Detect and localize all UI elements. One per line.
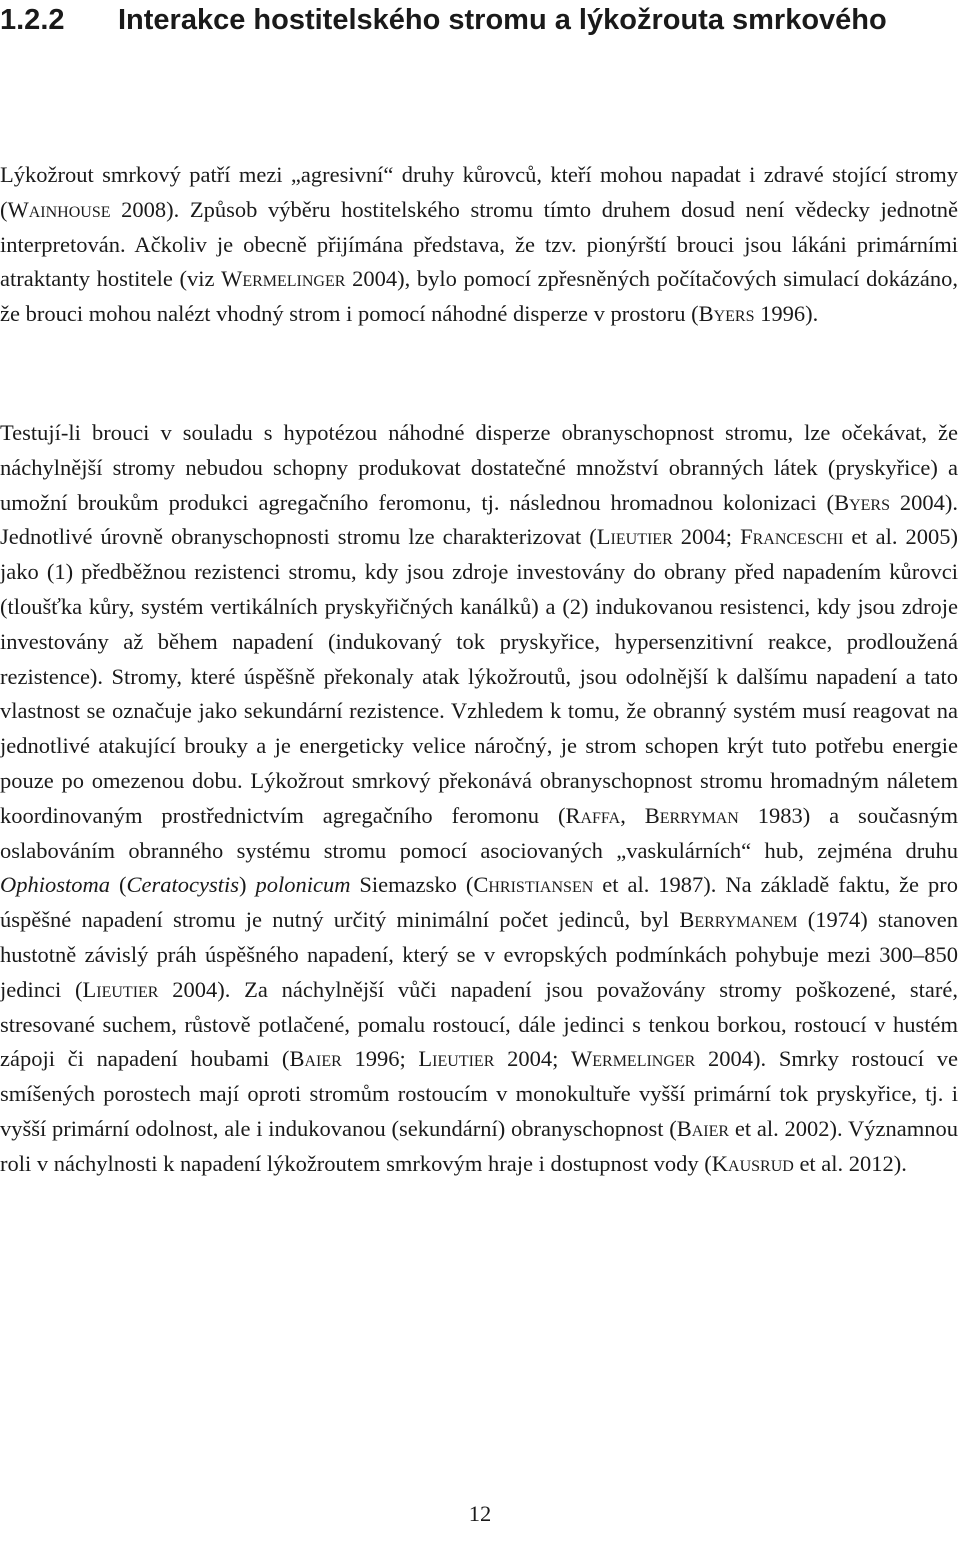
author-citation: Kausrud [711,1150,794,1176]
author-citation: Baier [676,1115,730,1141]
author-citation: Byers [698,301,755,327]
text-run: 1996; [341,1046,419,1072]
text-run: 2004; [672,524,741,550]
page-number: 12 [468,1501,492,1526]
section-number: 1.2.2 [0,4,65,36]
author-citation: Lieutier [418,1046,495,1072]
text-run: Siemazsko ( [350,872,474,898]
text-run: Testují-li brouci v souladu s hypotézou náhodné disperze obranyschopnost stromu, lze očekávat, že náchylnější stromy nebudou schopny produkovat dostatečné množství obranných látek (pryskyřice) a umožní broukům produkci agregačního feromonu, tj. následnou hromadnou kolonizaci ( [0,420,958,515]
author-citation: Wainhouse [7,196,111,222]
text-run: 2004). Smrky rostoucí ve smíšených porostech mají oproti stromům rostoucím v monokultuře vyšší primární tok pryskyřice, tj. i vyšší primární odolnost, ale i indukovanou (sekundární) obranyschopnost ( [0,1046,958,1141]
paragraph [0,158,958,332]
text-run: (1974) stanoven hustotně závislý práh úspěšného napadení, který se v evropských podmínkách pohybuje mezi 300–850 jedinci ( [0,907,958,1002]
text-run: et al. 2002). Významnou roli v náchylnosti k napadení lýkožroutem smrkovým hraje i dostupnost vody ( [0,1115,958,1176]
text-run: 2004; [494,1046,572,1072]
author-citation: Christiansen [473,872,594,898]
text-run: 2004), bylo pomocí zpřesněných počítačových simulací dokázáno, že brouci mohou nalézt vhodný strom i pomocí náhodné disperze v prostoru ( [0,266,958,327]
italic-term: polonicum [255,872,351,898]
author-citation: Byers [834,489,890,515]
author-citation: Berryman [644,802,739,828]
text-run: 2008). Způsob výběru hostitelského stromu tímto druhem dosud není vědecky jednotně interpretován. Ačkoliv je obecně přijímána představa, že tzv. pionýrští brouci jsou lákáni primárními atraktanty hostitele (viz [0,196,958,292]
italic-term: Ophiostoma [0,872,111,898]
author-citation: Wermelinger [221,266,346,292]
author-citation: Berrymanem [679,907,798,933]
text-run: ) [238,872,256,898]
author-citation: Baier [289,1046,342,1072]
text-run: ( [110,872,127,898]
author-citation: Lieutier [82,976,159,1002]
text-run: 1996). [754,301,819,327]
paragraph [0,416,958,1182]
author-citation: Franceschi [740,524,844,550]
author-citation: Lieutier [596,524,673,550]
author-citation: Wermelinger [571,1046,696,1072]
author-citation: Raffa [565,802,621,828]
italic-term: Ceratocystis [126,872,239,898]
text-run: et al. 2005) jako (1) předběžnou rezistenci stromu, kdy jsou zdroje investovány do obrany před napadením kůrovci (tloušťka kůry, systém vertikálních pryskyřičných kanálků) a (2) indukovanou resistenci, kdy jsou zdroje investovány až během napadení (indukovaný tok pryskyřice, hypersenzitivní reakce, prodloužená rezistence). Stromy, které úspěšně překonaly atak lýkožroutů, jsou odolnější k dalšímu napadení a tato vlastnost se označuje jako sekundární rezistence. Vzhledem k tomu, že obranný systém musí reagovat na jednotlivé atakující brouky a je energeticky velice náročný, je strom schopen krýt tuto potřebu energie pouze po omezenou dobu. Lýkožrout smrkový překonává obranyschopnost stromu hromadným náletem koordinovaným prostřednictvím agregačního feromonu ( [0,524,958,828]
text-run: Lýkožrout smrkový patří mezi „agresivní“ druhy kůrovců, kteří mohou napadat i zdravé stojící stromy ( [0,162,958,222]
text-run: et al. 2012). [793,1150,907,1176]
text-run: et al. 1987). Na základě faktu, že pro úspěšné napadení stromu je nutný určitý minimální počet jedinců, byl [0,872,958,933]
text-run: , [620,802,645,828]
section-title: Interakce hostitelského stromu a lýkožrouta smrkového [118,4,887,36]
text-run: 2004). Za náchylnější vůči napadení jsou považovány stromy poškozené, staré, stresované suchem, růstově potlačené, pomalu rostoucí, dále jedinci s tenkou borkou, rostoucí v hustém zápoji či napadení houbami ( [0,976,958,1072]
text-run: 1983) a současným oslabováním obranného systému stromu pomocí asociovaných „vaskulárních“ hub, zejména druhu [0,802,959,863]
text-run: 2004). Jednotlivé úrovně obranyschopnosti stromu lze charakterizovat ( [0,489,959,550]
